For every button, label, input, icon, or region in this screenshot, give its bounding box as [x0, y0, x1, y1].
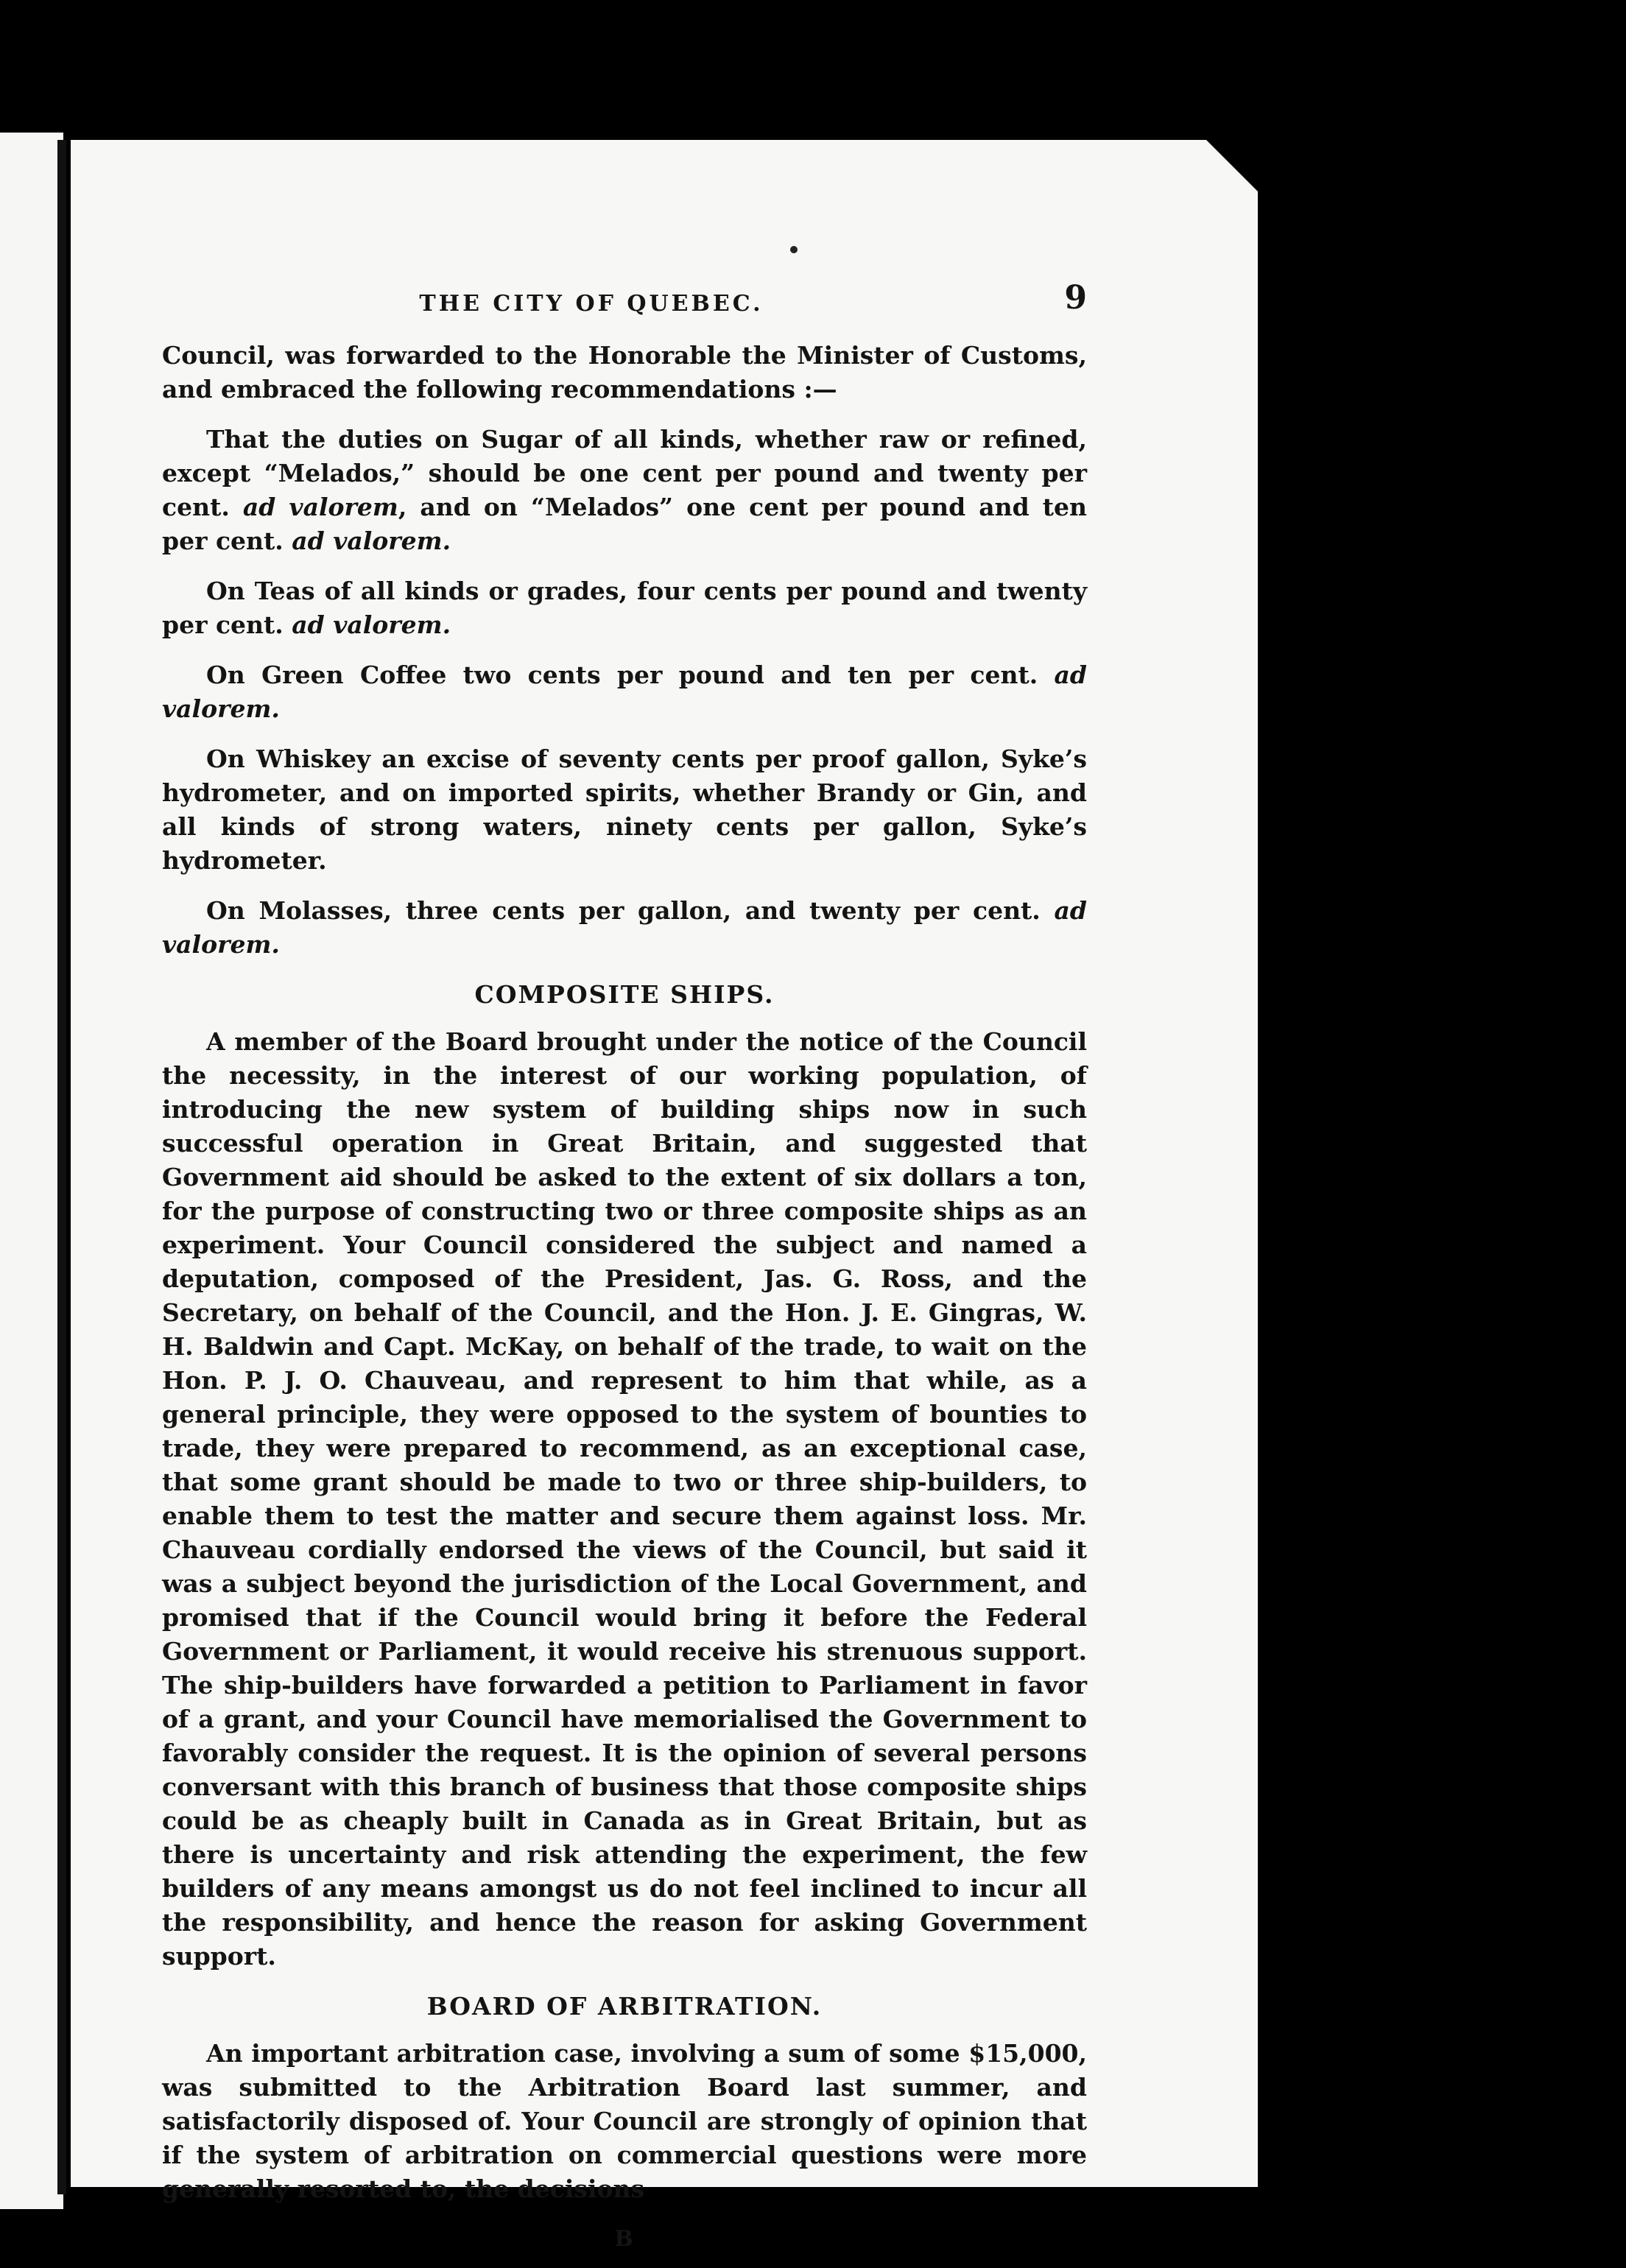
page-text — [162, 279, 1088, 2256]
running-head — [162, 279, 1087, 327]
section-heading-board-of-arbitration: BOARD OF ARBITRATION. — [426, 1992, 823, 2021]
facing-page-edge — [0, 133, 63, 2209]
paragraph-council: Council, was forwarded to the Honorable the Minister of Customs, and embraced the following recommendations :— — [162, 341, 1087, 404]
binding-gutter — [57, 140, 66, 2194]
paragraph-sugar: That the duties on Sugar of all kinds, whether raw or refined, except “Melados,” should be one cent per pound and twenty per cent. ad valorem, and on “Melados” one cent per pound and ten per cent. ad valorem. — [162, 425, 1088, 555]
section-heading-composite-ships: COMPOSITE SHIPS. — [474, 980, 775, 1009]
page-corner — [1206, 140, 1258, 191]
page-number: 9 — [1064, 279, 1087, 317]
running-title: THE CITY OF QUEBEC. — [419, 291, 764, 317]
paragraph-arbitration: An important arbitration case, involving a sum of some $15,000, was submitted to the Arbitration Board last summer, and satisfactorily disposed of. Your Council are strongly of opinion that if the system of arbitration on commercial questions were more generally resorted to, the decisions — [162, 2039, 1087, 2203]
signature-mark: B — [614, 2226, 635, 2252]
paragraph-molasses: On Molasses, three cents per gallon, and twenty per cent. ad valorem. — [162, 896, 1087, 959]
paragraph-coffee: On Green Coffee two cents per pound and ten per cent. ad valorem. — [162, 661, 1087, 723]
ink-speck — [790, 246, 798, 253]
paragraph-composite-ships: A member of the Board brought under the notice of the Council the necessity, in the interest of our working population, of introducing the new system of building ships now in such successful operation in Great Britain, and suggested that Government aid should be asked to the extent of six dollars a ton, for the purpose of constructing two or three composite ships as an experiment. Your Council considered the subject and named a deputation, composed of the President, Jas. G. Ross, and the Secretary, on behalf of the Council, and the Hon. J. E. Gingras, W. H. Baldwin and Capt. McKay, on behalf of the trade, to wait on the Hon. P. J. O. Chauveau, and represent to him that while, as a general principle, they were opposed to the system of bounties to trade, they were prepared to recommend, as an exceptional case, that some grant should be made to two or three ship-builders, to enable them to test the matter and secure them against loss. Mr. Chauveau cordially endorsed the views of the Council, but said it was a subject beyond the jurisdiction of the Local Government, and promised that if the Council would bring it before the Federal Government or Parliament, it would receive his strenuous support. The ship-builders have forwarded a petition to Parliament in favor of a grant, and your Council have memorialised the Government to favorably consider the request. It is the opinion of several persons conversant with this branch of business that those composite ships could be as cheaply built in Canada as in Great Britain, but as there is uncertainty and risk attending the experiment, the few builders of any means amongst us do not feel inclined to incur all the responsibility, and hence the reason for asking Government support. — [162, 1027, 1087, 1971]
paragraph-teas: On Teas of all kinds or grades, four cents per pound and twenty per cent. ad valorem. — [162, 577, 1087, 639]
paragraph-whiskey: On Whiskey an excise of seventy cents per proof gallon, Syke’s hydrometer, and on imported spirits, whether Brandy or Gin, and all kinds of strong waters, ninety cents per gallon, Syke’s hydrometer. — [162, 744, 1087, 875]
book-page — [71, 140, 1258, 2252]
